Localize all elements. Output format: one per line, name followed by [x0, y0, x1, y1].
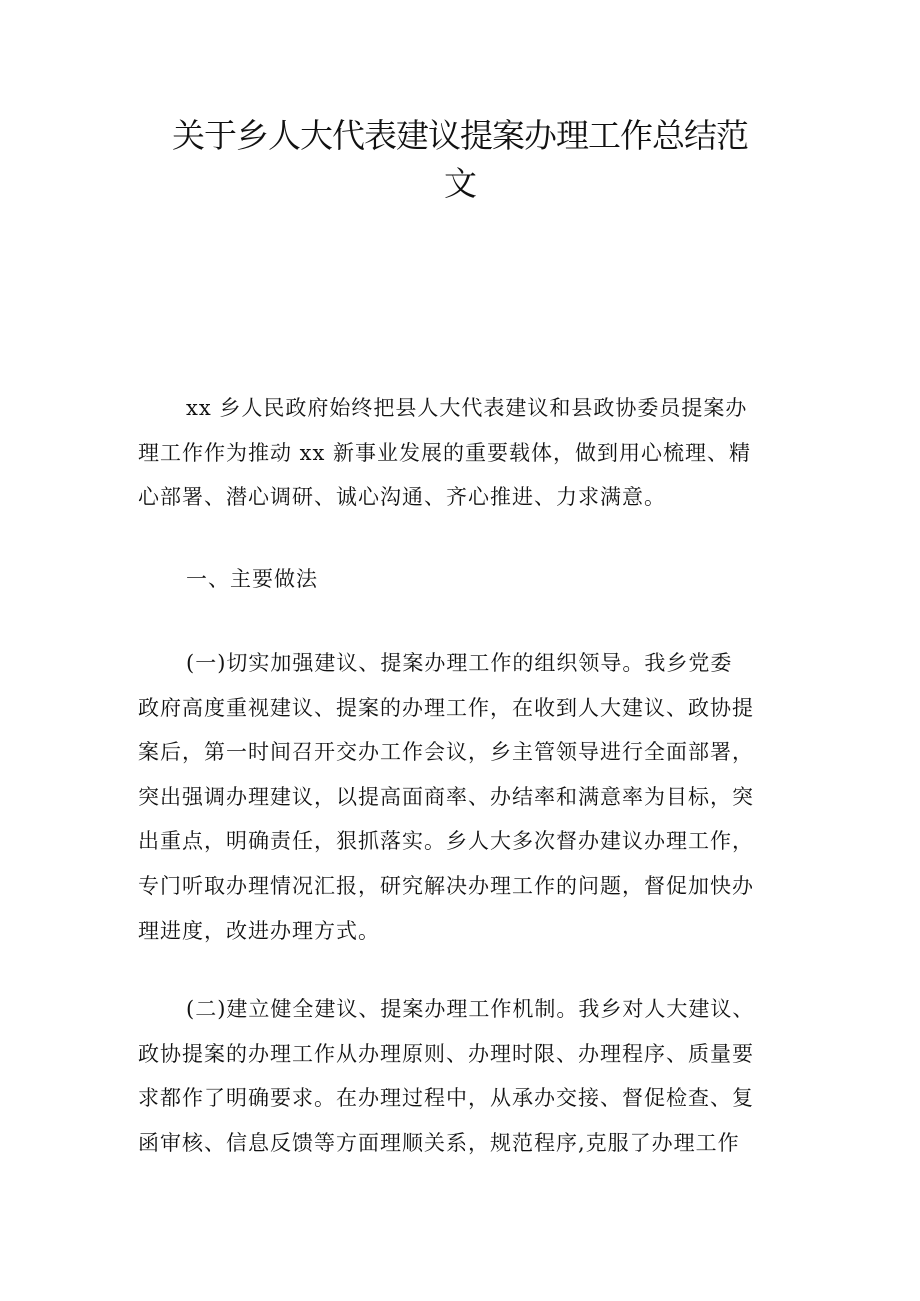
intro-paragraph [138, 386, 798, 520]
document-title [140, 112, 780, 208]
text-line: xx 乡人民政府始终把县人大代表建议和县政协委员提案办 [186, 396, 748, 420]
text-line: (二)建立健全建议、提案办理工作机制。我乡对人大建议、 [186, 997, 755, 1021]
section-heading-text: 一、主要做法 [186, 567, 318, 591]
paragraph-2 [138, 987, 798, 1165]
text-line: 求都作了明确要求。在办理过程中，从承办交接、督促检查、复 [138, 1086, 754, 1111]
text-line: 理工作作为推动 xx 新事业发展的重要载体，做到用心梳理、精 [138, 440, 752, 465]
title-line: 文 [444, 164, 476, 203]
text-line: 案后，第一时间召开交办工作会议，乡主管领导进行全面部署， [138, 740, 754, 765]
text-line: 函审核、信息反馈等方面理顺关系，规范程序,克服了办理工作 [138, 1130, 740, 1155]
text-line: (一)切实加强建议、提案办理工作的组织领导。我乡党委 [186, 651, 733, 675]
text-line: 理进度，改进办理方式。 [138, 918, 380, 943]
section-heading [138, 557, 798, 602]
paragraph-1 [138, 641, 798, 953]
text-line: 出重点，明确责任，狠抓落实。乡人大多次督办建议办理工作， [138, 829, 754, 854]
text-line: 政协提案的办理工作从办理原则、办理时限、办理程序、质量要 [138, 1041, 754, 1066]
text-line: 专门听取办理情况汇报，研究解决办理工作的问题，督促加快办 [138, 873, 754, 898]
text-line: 政府高度重视建议、提案的办理工作，在收到人大建议、政协提 [138, 695, 754, 720]
text-line: 心部署、潜心调研、诚心沟通、齐心推进、力求满意。 [138, 485, 666, 510]
text-line: 突出强调办理建议，以提高面商率、办结率和满意率为目标，突 [138, 784, 754, 809]
title-line: 关于乡人大代表建议提案办理工作总结范 [172, 116, 748, 155]
